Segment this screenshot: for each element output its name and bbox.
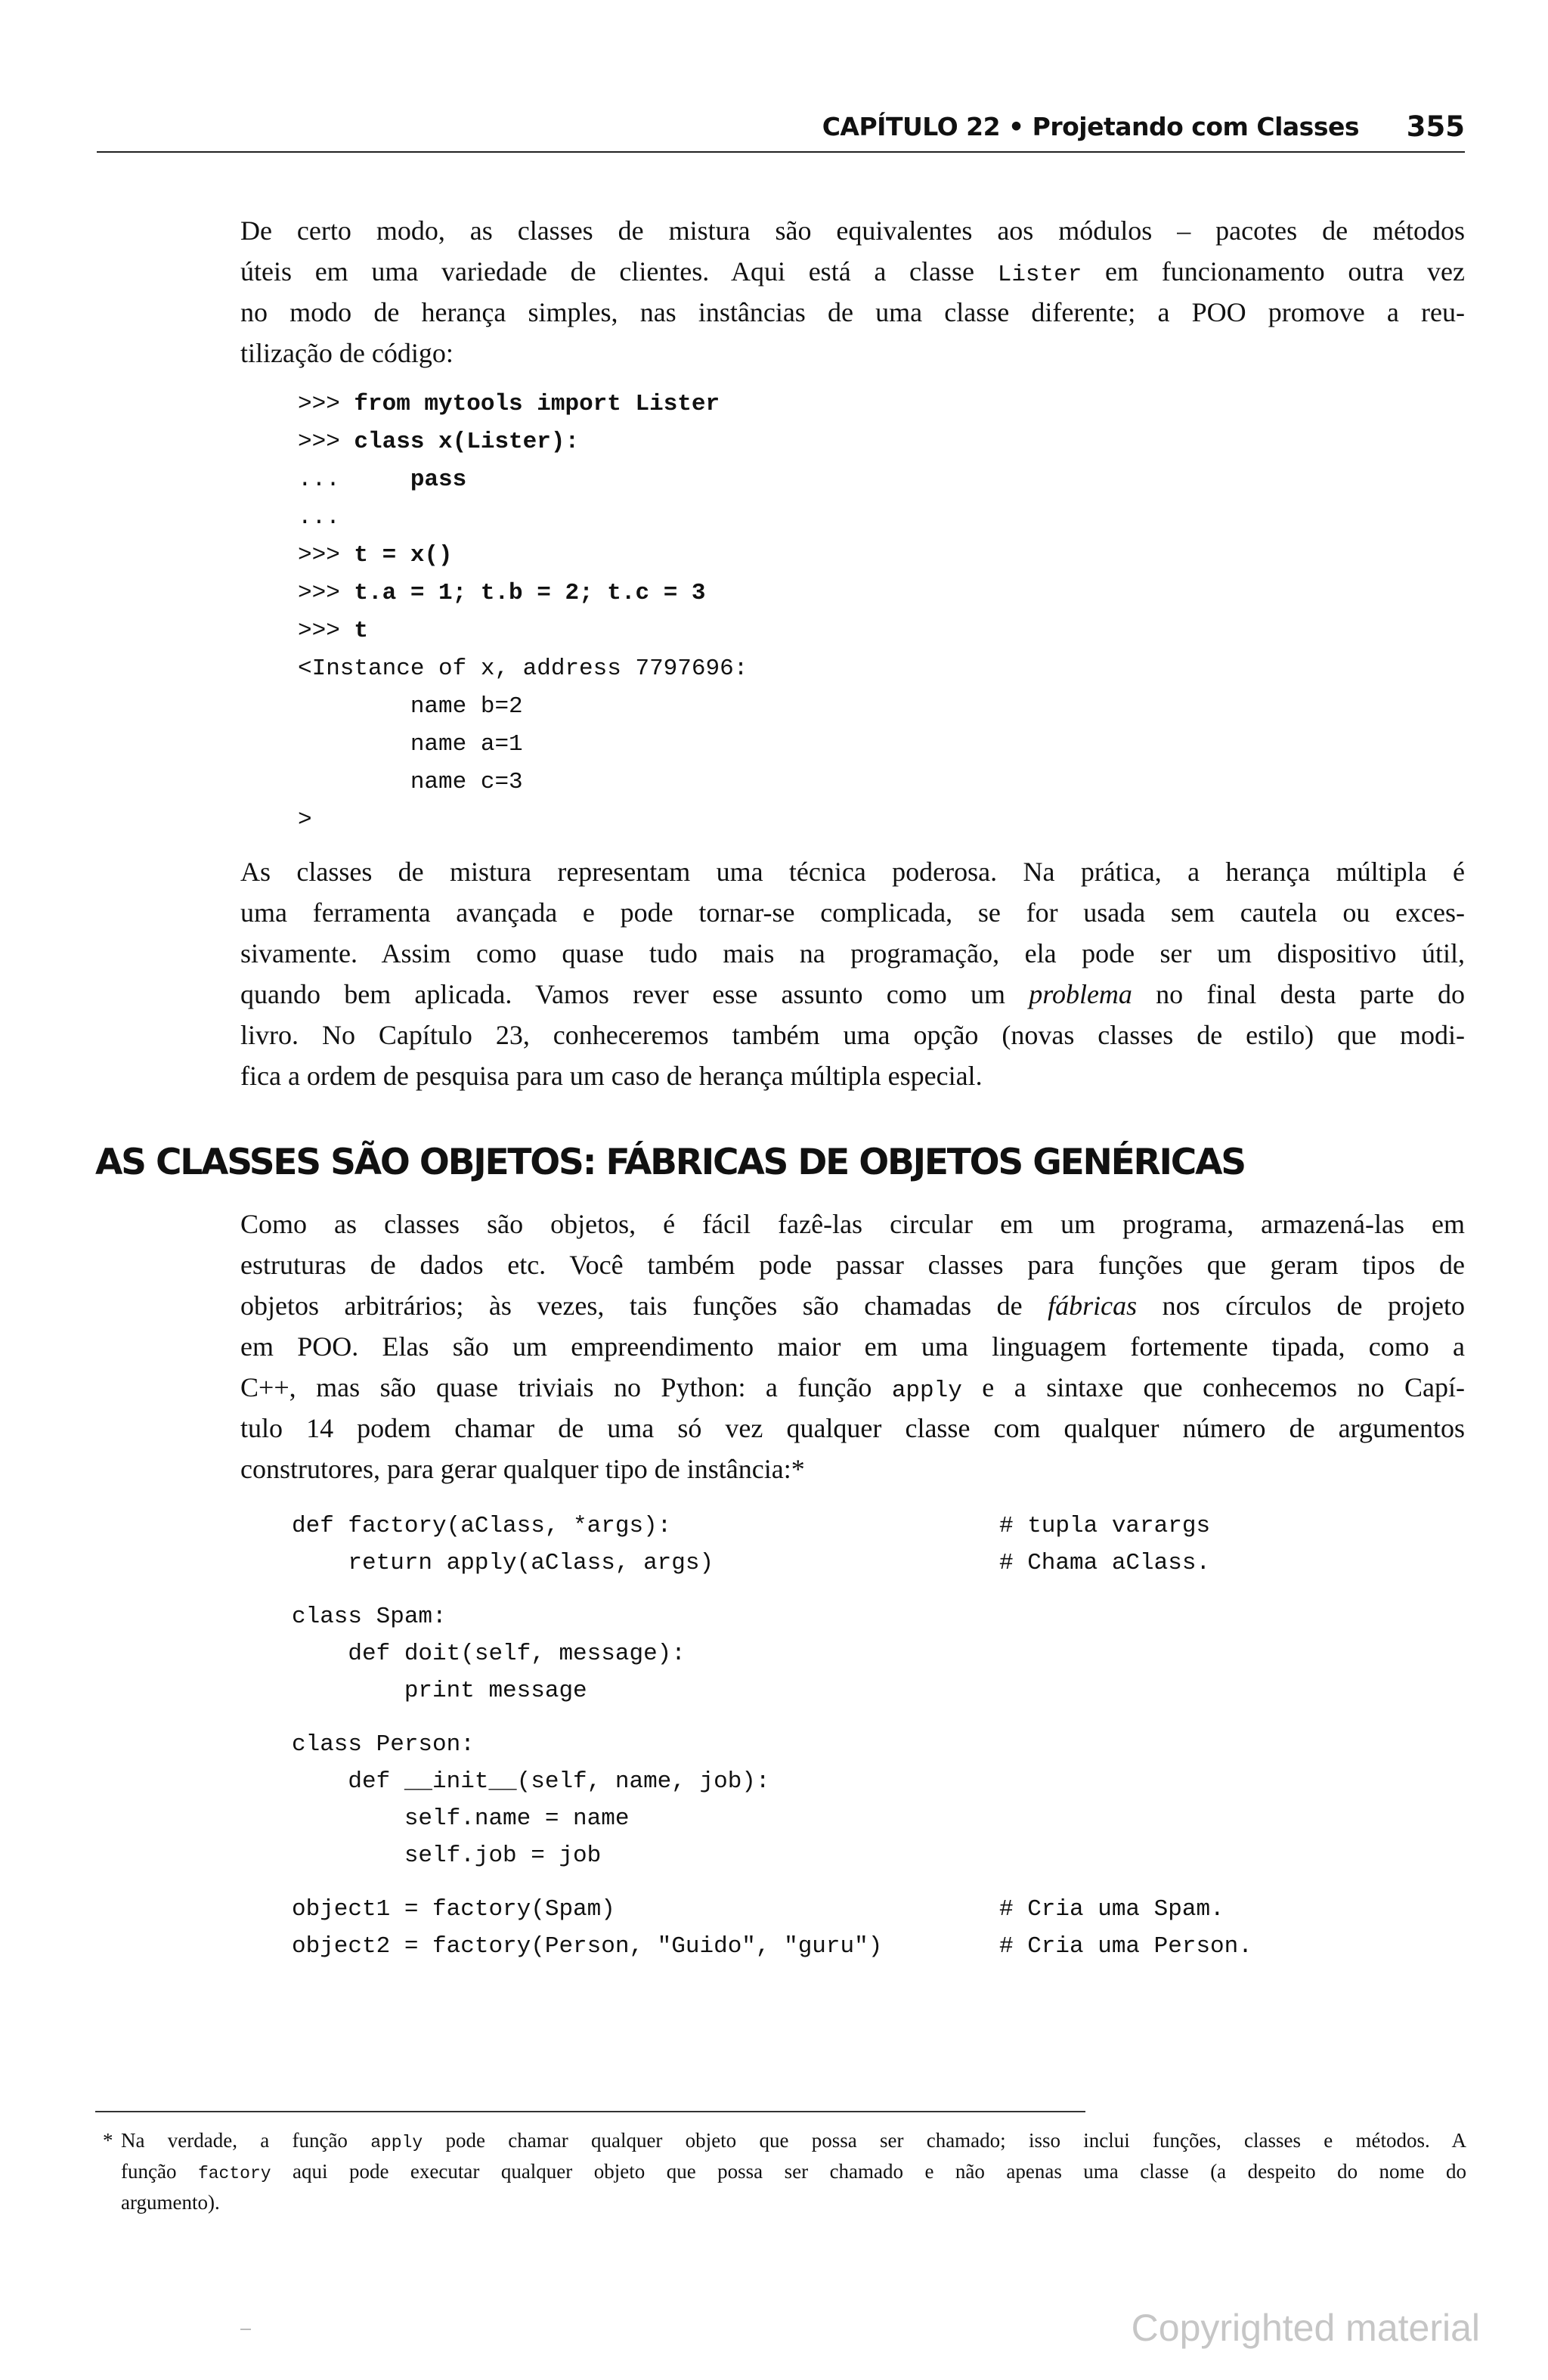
text-run: Na verdade, a função <box>121 2129 371 2152</box>
footnote-line <box>121 2188 1466 2217</box>
code-line <box>298 650 748 688</box>
code-text: name c=3 <box>298 769 523 795</box>
code-prompt: >>> <box>298 580 354 606</box>
text-line <box>240 933 1465 974</box>
code-text: object1 = factory(Spam) <box>292 1896 615 1923</box>
code-text: print message <box>292 1678 587 1704</box>
text-run: C++, mas são quase triviais no Python: a função <box>240 1372 892 1402</box>
text-run: estruturas de dados etc. Você também pode passar classes para funções que geram tipos de <box>240 1250 1465 1280</box>
chapter-title: CAPÍTULO 22 • Projetando com Classes <box>822 112 1359 141</box>
footnote <box>103 2126 1466 2217</box>
text-run: tilização de código: <box>240 338 454 368</box>
code-line <box>292 1726 475 1764</box>
text-run: pode chamar qualquer objeto que possa ser chamado; isso inclui funções, classes e métodos. A <box>423 2129 1466 2152</box>
text-line <box>240 974 1465 1015</box>
text-line <box>240 251 1465 292</box>
text-run: função <box>121 2160 198 2183</box>
text-run: em funcionamento outra vez <box>1082 256 1465 287</box>
code-line <box>292 1508 671 1545</box>
text-run: argumento). <box>121 2191 220 2214</box>
text-line <box>240 1015 1465 1055</box>
text-run: fica a ordem de pesquisa para um caso de herança múltipla especial. <box>240 1061 983 1091</box>
text-line <box>240 892 1465 933</box>
code-text: t.a = 1; t.b = 2; t.c = 3 <box>354 580 706 606</box>
code-line <box>298 499 340 537</box>
code-line <box>298 764 523 801</box>
code-text: name b=2 <box>298 693 523 720</box>
text-line <box>240 1367 1465 1408</box>
inline-code: factory <box>197 2164 271 2183</box>
text-line <box>240 1408 1465 1449</box>
text-line <box>240 1285 1465 1326</box>
code-line <box>298 386 720 423</box>
code-line <box>298 423 579 461</box>
text-line <box>240 1055 1465 1096</box>
text-line <box>240 292 1465 333</box>
text-run: uma ferramenta avançada e pode tornar-se complicada, se for usada sem cautela ou exces- <box>240 897 1465 928</box>
code-text: class x(Lister): <box>354 429 580 455</box>
text-line <box>240 1449 1465 1489</box>
code-comment: # Cria uma Spam. <box>999 1896 1224 1923</box>
inline-code: apply <box>370 2133 423 2152</box>
code-comment: # Cria uma Person. <box>999 1933 1252 1960</box>
emphasis: problema <box>1029 979 1132 1009</box>
code-text: def __init__(self, name, job): <box>292 1768 770 1795</box>
text-run: no final desta parte do <box>1132 979 1465 1009</box>
code-line <box>298 461 466 499</box>
text-run: objetos arbitrários; às vezes, tais funções são chamadas de <box>240 1291 1048 1321</box>
code-text: def doit(self, message): <box>292 1641 686 1667</box>
text-run: úteis em uma variedade de clientes. Aqui está a classe <box>240 256 998 287</box>
text-run: em POO. Elas são um empreendimento maior em uma linguagem fortemente tipada, como a <box>240 1331 1465 1362</box>
code-line <box>292 1837 601 1875</box>
code-line <box>298 612 368 650</box>
code-line <box>298 537 453 575</box>
emphasis: fábricas <box>1048 1291 1138 1321</box>
code-line <box>298 688 523 726</box>
inline-code: Lister <box>997 262 1082 288</box>
text-line <box>240 210 1465 251</box>
text-run: Como as classes são objetos, é fácil fazê-las circular em um programa, armazená-las em <box>240 1209 1465 1239</box>
code-prompt: >>> <box>298 618 354 644</box>
code-prompt: >>> <box>298 391 354 417</box>
code-line <box>292 1928 882 1966</box>
code-text: > <box>298 807 312 833</box>
code-line <box>292 1635 686 1673</box>
code-line <box>292 1545 714 1582</box>
code-text: def factory(aClass, *args): <box>292 1513 672 1539</box>
text-run: construtores, para gerar qualquer tipo de instância:* <box>240 1454 805 1484</box>
text-run: aqui pode executar qualquer objeto que possa ser chamado e não apenas uma classe (a despeito do nome do <box>271 2160 1466 2183</box>
footnote-marker: * <box>103 2129 113 2152</box>
text-run: e a sintaxe que conhecemos no Capí- <box>961 1372 1465 1402</box>
text-run: livro. No Capítulo 23, conheceremos também uma opção (novas classes de estilo) que modi- <box>240 1020 1465 1050</box>
code-comment: # Chama aClass. <box>999 1550 1211 1576</box>
inline-code: apply <box>891 1377 962 1404</box>
code-text: object2 = factory(Person, "Guido", "guru") <box>292 1933 883 1960</box>
code-text: return apply(aClass, args) <box>292 1550 714 1576</box>
paragraph-factories <box>240 1204 1465 1489</box>
footnote-line <box>121 2157 1466 2188</box>
code-prompt: ... <box>298 504 340 531</box>
text-line <box>240 333 1465 373</box>
code-line <box>298 575 706 612</box>
text-run: quando bem aplicada. Vamos rever esse assunto como um <box>240 979 1029 1009</box>
code-line <box>298 801 312 839</box>
code-line <box>292 1891 615 1929</box>
footnote-rule <box>95 2111 1085 2112</box>
copyright-watermark: Copyrighted material <box>1131 2307 1480 2349</box>
running-header <box>97 112 1465 153</box>
paragraph-mixin <box>240 851 1465 1096</box>
code-line <box>292 1672 587 1710</box>
footnote-line <box>121 2126 1466 2157</box>
code-text: self.job = job <box>292 1842 602 1869</box>
paragraph-intro <box>240 210 1465 373</box>
text-run: nos círculos de projeto <box>1137 1291 1465 1321</box>
text-line <box>240 851 1465 892</box>
code-text: class Spam: <box>292 1604 447 1630</box>
code-text: name a=1 <box>298 731 523 758</box>
code-text: self.name = name <box>292 1805 630 1832</box>
code-text: class Person: <box>292 1731 475 1758</box>
text-line <box>240 1244 1465 1285</box>
section-heading: AS CLASSES SÃO OBJETOS: FÁBRICAS DE OBJETOS GENÉRICAS <box>95 1142 1245 1183</box>
code-text: t <box>354 618 369 644</box>
text-run: As classes de mistura representam uma técnica poderosa. Na prática, a herança múltipla é <box>240 857 1465 887</box>
code-text: pass <box>410 466 467 493</box>
text-line <box>240 1204 1465 1244</box>
code-comment: # tupla varargs <box>999 1513 1211 1539</box>
code-text: from mytools import Lister <box>354 391 720 417</box>
code-prompt: >>> <box>298 429 354 455</box>
code-text: <Instance of x, address 7797696: <box>298 655 748 682</box>
code-line <box>298 726 523 764</box>
code-prompt: ... <box>298 466 410 493</box>
text-run: sivamente. Assim como quase tudo mais na programação, ela pode ser um dispositivo útil, <box>240 938 1465 968</box>
code-line <box>292 1763 770 1801</box>
code-text: t = x() <box>354 542 453 569</box>
page-mark <box>240 2329 251 2330</box>
text-line <box>240 1326 1465 1367</box>
code-prompt: >>> <box>298 542 354 569</box>
text-run: De certo modo, as classes de mistura são equivalentes aos módulos – pacotes de métodos <box>240 215 1465 246</box>
code-line <box>292 1598 447 1636</box>
page-number: 355 <box>1406 110 1465 143</box>
text-run: no modo de herança simples, nas instâncias de uma classe diferente; a POO promove a reu- <box>240 297 1465 327</box>
code-line <box>292 1800 629 1838</box>
text-run: tulo 14 podem chamar de uma só vez qualquer classe com qualquer número de argumentos <box>240 1413 1465 1443</box>
